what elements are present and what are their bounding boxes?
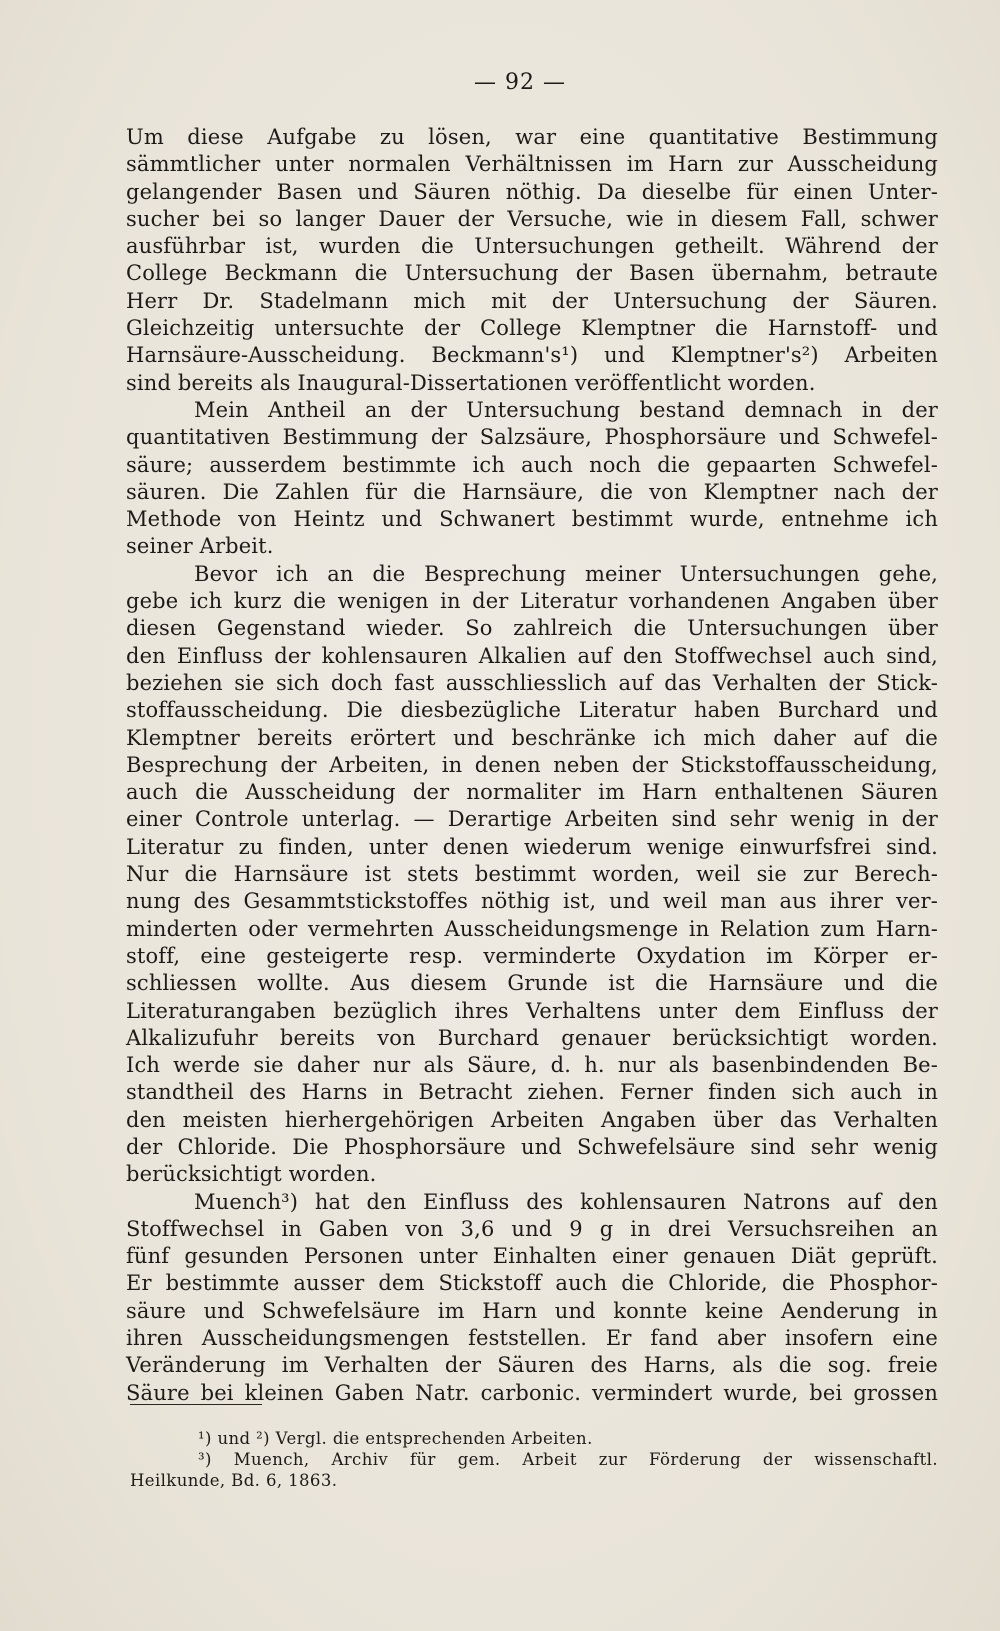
text-line: Besprechung der Arbeiten, in denen neben der Stickstoffausscheidung, (126, 752, 938, 777)
text-line: ausführbar ist, wurden die Untersuchungen getheilt. Während der (126, 234, 938, 259)
text-line: College Beckmann die Untersuchung der Basen übernahm, betraute (126, 261, 938, 286)
text-line: Stoffwechsel in Gaben von 3,6 und 9 g in drei Versuchsreihen an (126, 1216, 938, 1241)
text-line: Mein Antheil an der Untersuchung bestand demnach in der (194, 397, 938, 422)
text-line: Muench³) hat den Einfluss des kohlensauren Natrons auf den (194, 1189, 938, 1214)
text-line: Harnsäure-Ausscheidung. Beckmann's¹) und Klemptner's²) Arbeiten (126, 343, 938, 368)
text-line: sind bereits als Inaugural-Dissertationen veröffentlicht worden. (126, 370, 816, 395)
text-line: Herr Dr. Stadelmann mich mit der Untersuchung der Säuren. (126, 288, 938, 313)
body-text (126, 124, 938, 1407)
text-line: fünf gesunden Personen unter Einhalten einer genauen Diät geprüft. (126, 1244, 938, 1269)
text-line: standtheil des Harns in Betracht ziehen. Ferner finden sich auch in (126, 1080, 938, 1105)
text-line: den meisten hierhergehörigen Arbeiten Angaben über das Verhalten (126, 1107, 938, 1132)
text-line: säure; ausserdem bestimmte ich auch noch die gepaarten Schwefel- (126, 452, 938, 477)
footnotes (130, 1428, 938, 1491)
text-line: diesen Gegenstand wieder. So zahlreich die Untersuchungen über (126, 616, 938, 641)
text-line: sucher bei so langer Dauer der Versuche, wie in diesem Fall, schwer (126, 206, 938, 231)
footnote-line: ¹) und ²) Vergl. die entsprechenden Arbeiten. (198, 1429, 593, 1448)
text-line: beziehen sie sich doch fast ausschliesslich auf das Verhalten der Stick- (126, 670, 938, 695)
text-line: sämmtlicher unter normalen Verhältnissen im Harn zur Ausscheidung (126, 152, 938, 177)
text-line: stoffausscheidung. Die diesbezügliche Literatur haben Burchard und (126, 698, 938, 723)
text-line: der Chloride. Die Phosphorsäure und Schwefelsäure sind sehr wenig (126, 1134, 938, 1159)
text-line: säuren. Die Zahlen für die Harnsäure, die von Klemptner nach der (126, 479, 938, 504)
text-line: gelangender Basen und Säuren nöthig. Da dieselbe für einen Unter- (126, 179, 938, 204)
footnote-separator (130, 1404, 262, 1405)
footnote-line: ³) Muench, Archiv für gem. Arbeit zur Förderung der wissenschaftl. (198, 1450, 938, 1469)
text-line: auch die Ausscheidung der normaliter im Harn enthaltenen Säuren (126, 780, 938, 805)
text-line: Um diese Aufgabe zu lösen, war eine quantitative Bestimmung (126, 125, 938, 149)
text-line: den Einfluss der kohlensauren Alkalien auf den Stoffwechsel auch sind, (126, 643, 938, 668)
text-line: minderten oder vermehrten Ausscheidungsmenge in Relation zum Harn- (126, 916, 938, 941)
text-line: schliessen wollte. Aus diesem Grunde ist die Harnsäure und die (126, 971, 938, 996)
text-line: nung des Gesammtstickstoffes nöthig ist, und weil man aus ihrer ver- (126, 889, 938, 914)
text-line: Literatur zu finden, unter denen wiederum wenige einwurfsfrei sind. (126, 834, 938, 859)
text-line: berücksichtigt worden. (126, 1162, 377, 1187)
text-line: Alkalizufuhr bereits von Burchard genauer berücksichtigt worden. (126, 1025, 938, 1050)
text-line: Klemptner bereits erörtert und beschränke ich mich daher auf die (126, 725, 938, 750)
text-line: Literaturangaben bezüglich ihres Verhaltens unter dem Einfluss der (126, 998, 938, 1023)
footnote-line: Heilkunde, Bd. 6, 1863. (130, 1471, 338, 1490)
text-line: Veränderung im Verhalten der Säuren des Harns, als die sog. freie (126, 1353, 938, 1378)
text-line: seiner Arbeit. (126, 534, 274, 559)
text-line: einer Controle unterlag. — Derartige Arbeiten sind sehr wenig in der (126, 807, 938, 832)
text-line: Nur die Harnsäure ist stets bestimmt worden, weil sie zur Berech- (126, 862, 938, 887)
text-line: Säure bei kleinen Gaben Natr. carbonic. vermindert wurde, bei grossen (126, 1380, 938, 1405)
text-line: Ich werde sie daher nur als Säure, d. h. nur als basenbindenden Be- (126, 1053, 938, 1078)
text-line: quantitativen Bestimmung der Salzsäure, Phosphorsäure und Schwefel- (126, 425, 938, 450)
text-line: Er bestimmte ausser dem Stickstoff auch die Chloride, die Phosphor- (126, 1271, 938, 1296)
text-line: gebe ich kurz die wenigen in der Literatur vorhandenen Angaben über (126, 589, 938, 614)
text-line: Bevor ich an die Besprechung meiner Untersuchungen gehe, (194, 561, 938, 586)
text-line: stoff, eine gesteigerte resp. verminderte Oxydation im Körper er- (126, 943, 938, 968)
text-line: säure und Schwefelsäure im Harn und konnte keine Aenderung in (126, 1298, 938, 1323)
text-line: Gleichzeitig untersuchte der College Klemptner die Harnstoff- und (126, 316, 938, 341)
text-line: Methode von Heintz und Schwanert bestimmt wurde, entnehme ich (126, 507, 938, 532)
page-number: — 92 — (474, 70, 566, 95)
text-line: ihren Ausscheidungsmengen feststellen. Er fand aber insofern eine (126, 1326, 938, 1351)
